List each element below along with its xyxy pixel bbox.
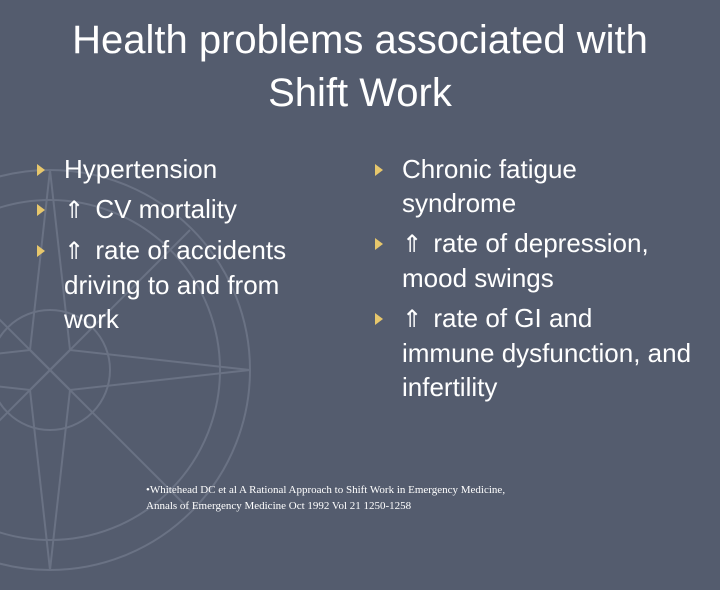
- left-bullet-list: [34, 152, 334, 342]
- title-line-1: Health problems associated with: [72, 18, 648, 62]
- citation-footnote: [146, 482, 626, 514]
- list-item: [372, 301, 692, 404]
- triangle-bullet-icon: [375, 313, 383, 325]
- triangle-bullet-icon: [37, 164, 45, 176]
- title-line-2: Shift Work: [268, 71, 452, 115]
- up-arrow-icon: ⇑: [402, 230, 423, 258]
- item-text: rate of GI and immune dysfunction, and infertility: [402, 303, 692, 402]
- footnote-line-1: •Whitehead DC et al A Rational Approach to Shift Work in Emergency Medicine,: [146, 484, 506, 496]
- list-item: [372, 152, 692, 220]
- up-arrow-icon: ⇑: [64, 237, 85, 265]
- up-arrow-icon: ⇑: [64, 196, 85, 224]
- footnote-line-2: Annals of Emergency Medicine Oct 1992 Vol 21 1250-1258: [146, 500, 412, 512]
- item-text: Hypertension: [64, 154, 218, 184]
- list-item: [34, 233, 334, 336]
- item-text: CV mortality: [95, 194, 237, 224]
- item-text: rate of depression, mood swings: [402, 228, 649, 293]
- slide-title: [0, 14, 720, 120]
- right-bullet-list: [372, 152, 692, 410]
- triangle-bullet-icon: [37, 204, 45, 216]
- up-arrow-icon: ⇑: [402, 305, 423, 333]
- item-text: Chronic fatigue syndrome: [402, 154, 577, 218]
- list-item: [34, 152, 334, 186]
- item-text: rate of accidents driving to and from work: [64, 235, 287, 334]
- triangle-bullet-icon: [37, 245, 45, 257]
- triangle-bullet-icon: [375, 164, 383, 176]
- list-item: [34, 192, 334, 227]
- list-item: [372, 226, 692, 295]
- triangle-bullet-icon: [375, 238, 383, 250]
